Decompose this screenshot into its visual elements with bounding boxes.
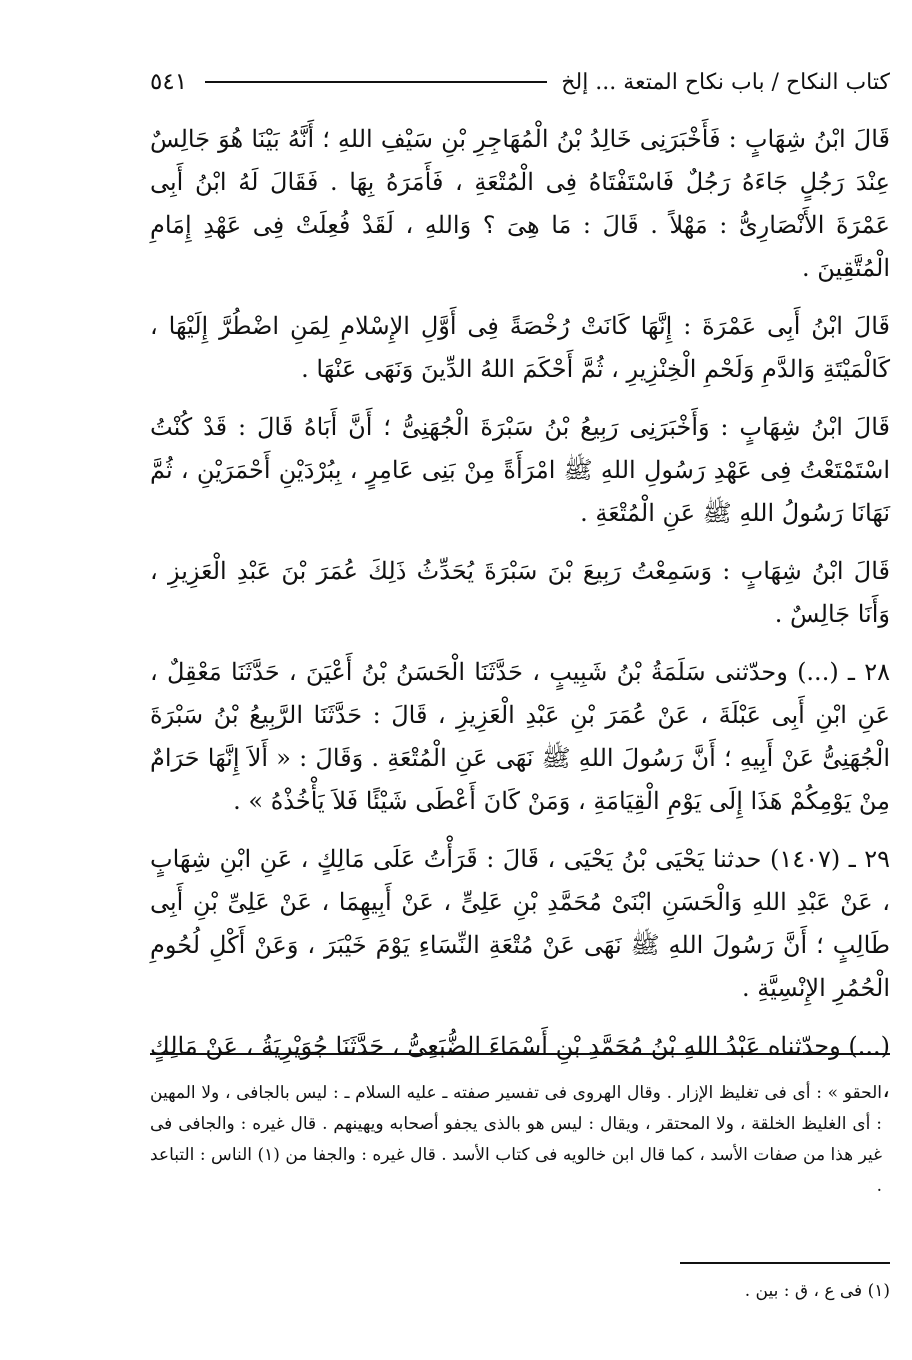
commentary-section [150,1078,882,1248]
footnote: (١) فى ع ، ق : بين . [744,1281,890,1301]
chapter-title: كتاب النكاح / باب نكاح المتعة ... إلخ [561,69,890,95]
hadith-29: ٢٩ ـ (١٤٠٧) حدثنا يَحْيَى بْنُ يَحْيَى ، قَالَ : قَرَأْتُ عَلَى مَالِكٍ ، عَنِ ابْنِ شِهَابٍ ، عَنْ عَبْدِ اللهِ وَالْحَسَنِ ابْنَىْ مُحَمَّدِ بْنِ عَلِىٍّ ، عَنْ أَبِيهِمَا ، عَنْ عَلِىِّ بْنِ أَبِى طَالِبٍ ؛ أَنَّ رَسُولَ اللهِ ﷺ نَهَى عَنْ مُتْعَةِ النِّسَاءِ يَوْمَ خَيْبَرَ ، وَعَنْ أَكْلِ لُحُومِ الْحُمُرِ الإِنْسِيَّةِ . [150,845,890,1002]
paragraph-ibn-abi-amra: قَالَ ابْنُ أَبِى عَمْرَةَ : إِنَّهَا كَانَتْ رُخْصَةً فِى أَوَّلِ الإِسْلامِ لِمَنِ اضْطُرَّ إِلَيْهَا ، كَالْمَيْتَةِ وَالدَّمِ وَلَحْمِ الْخِنْزِيرِ ، ثُمَّ أَحْكَمَ اللهُ الدِّينَ وَنَهَى عَنْهَا . [150,312,890,383]
main-text [150,118,891,1103]
commentary-divider [150,1053,890,1055]
hadith-28: ٢٨ ـ (...) وحدّثنى سَلَمَةُ بْنُ شَبِيبٍ ، حَدَّثَنَا الْحَسَنُ بْنُ أَعْيَنَ ، حَدَّثَنَا مَعْقِلٌ ، عَنِ ابْنِ أَبِى عَبْلَةَ ، عَنْ عُمَرَ بْنِ عَبْدِ الْعَزِيزِ ، قَالَ : حَدَّثَنَا الرَّبِيعُ بْنُ سَبْرَةَ الْجُهَنِىُّ عَنْ أَبِيهِ ؛ أَنَّ رَسُولَ اللهِ ﷺ نَهَى عَنِ الْمُتْعَةِ . وَقَالَ : « أَلاَ إِنَّهَا حَرَامٌ مِنْ يَوْمِكُمْ هَذَا إِلَى يَوْمِ الْقِيَامَةِ ، وَمَنْ كَانَ أَعْطَى شَيْئًا فَلاَ يَأْخُذْهُ » . [150,658,891,815]
paragraph-ibn-shihab-khalid: قَالَ ابْنُ شِهَابٍ : فَأَخْبَرَنِى خَالِدُ بْنُ الْمُهَاجِرِ بْنِ سَيْفِ اللهِ ؛ أَنَّهُ بَيْنَا هُوَ جَالِسٌ عِنْدَ رَجُلٍ جَاءَهُ رَجُلٌ فَاسْتَفْتَاهُ فِى الْمُتْعَةِ ، فَأَمَرَهُ بِهَا . فَقَالَ لَهُ ابْنُ أَبِى عَمْرَةَ الأَنْصَارِىُّ : مَهْلاً . قَالَ : مَا هِىَ ؟ وَاللهِ ، لَقَدْ فُعِلَتْ فِى عَهْدِ إِمَامِ الْمُتَّقِينَ . [150,125,890,282]
footnote-divider [680,1262,890,1264]
paragraph-ibn-shihab-umar: قَالَ ابْنُ شِهَابٍ : وَسَمِعْتُ رَبِيعَ بْنَ سَبْرَةَ يُحَدِّثُ ذَلِكَ عُمَرَ بْنَ عَبْدِ الْعَزِيزِ ، وَأَنَا جَالِسٌ . [150,557,890,628]
page-number: ٥٤١ [150,69,188,95]
paragraph-ibn-shihab-rabi: قَالَ ابْنُ شِهَابٍ : وَأَخْبَرَنِى رَبِيعُ بْنُ سَبْرَةَ الْجُهَنِىُّ ؛ أَنَّ أَبَاهُ قَالَ : قَدْ كُنْتُ اسْتَمْتَعْتُ فِى عَهْدِ رَسُولِ اللهِ ﷺ امْرَأَةً مِنْ بَنِى عَامِرٍ ، بِبُرْدَيْنِ أَحْمَرَيْنِ ، ثُمَّ نَهَانَا رَسُولُ اللهِ ﷺ عَنِ الْمُتْعَةِ . [150,413,890,527]
header-rule [205,81,547,83]
running-header [150,62,890,102]
hadith-29-variant: (...) وحدّثناه عَبْدُ اللهِ بْنُ مُحَمَّدِ بْنِ أَسْمَاءَ الضُّبَعِىُّ ، حَدَّثَنَا جُوَيْرِيَةُ ، عَنْ مَالِكٍ ، [150,1032,890,1103]
commentary-text: الحقو » : أى فى تغليظ الإزار . وقال الهروى فى تفسير صفته ـ عليه السلام ـ : ليس بالجافى ، ولا المهين : أى الغليظ الخلقة ، ولا المحتقر ، ويقال : ليس هو بالذى يجفو أصحابه ويهينهم . قال غيره : والجافى فى غير هذا من صفات الأسد ، كما قال ابن خالويه فى كتاب الأسد . قال غيره : والجفا من (١) الناس : التباعد . [150,1083,882,1196]
